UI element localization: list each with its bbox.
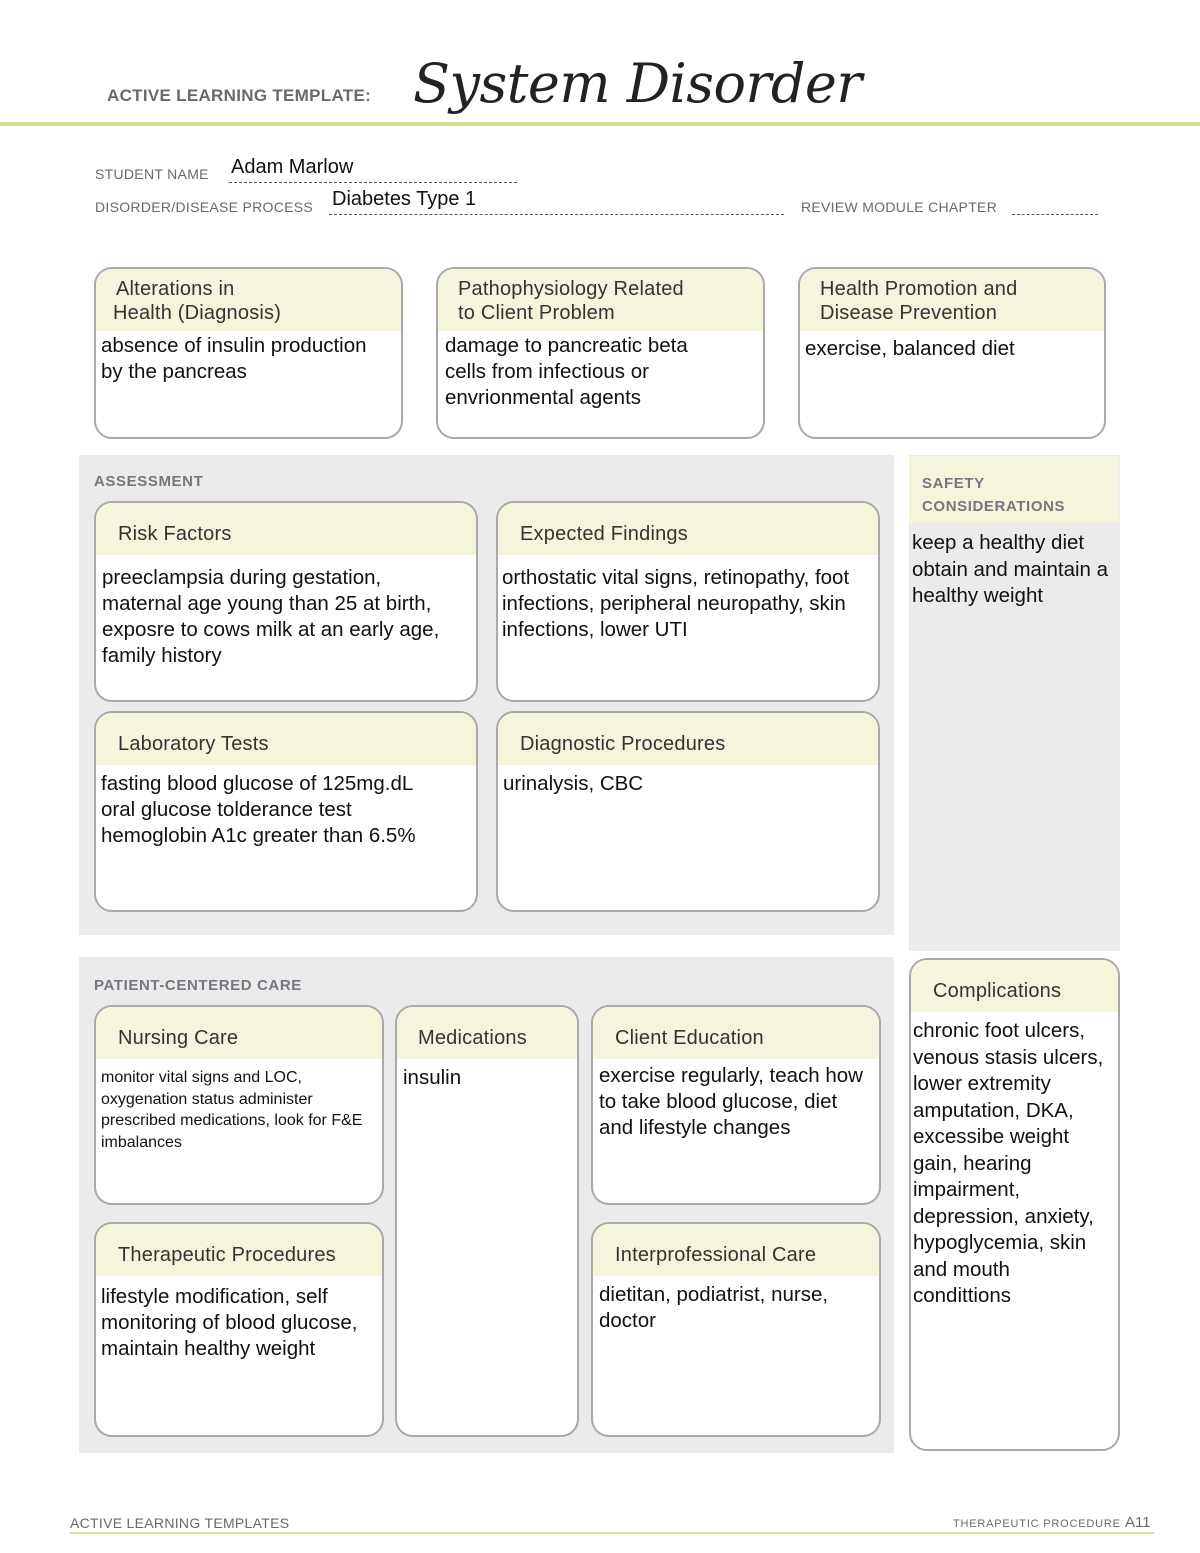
expected-findings-box <box>496 501 880 702</box>
review-module-underline <box>1012 214 1098 215</box>
pathophysiology-title-line1: Pathophysiology Related <box>458 278 684 300</box>
template-label: ACTIVE LEARNING TEMPLATE: <box>107 86 372 105</box>
student-name-underline <box>229 182 517 183</box>
footer-section-label: THERAPEUTIC PROCEDURE <box>953 1518 1121 1530</box>
client-education-text[interactable]: exercise regularly, teach how to take blood glucose, diet and lifestyle changes <box>599 1064 863 1139</box>
expected-findings-title: Expected Findings <box>498 503 878 555</box>
review-module-label: REVIEW MODULE CHAPTER <box>801 199 998 215</box>
client-education-box <box>591 1005 881 1205</box>
safety-title <box>922 472 1065 518</box>
health-promotion-title <box>800 269 1104 331</box>
laboratory-tests-box <box>94 711 478 912</box>
therapeutic-procedures-box <box>94 1222 384 1437</box>
student-name-label: STUDENT NAME <box>95 166 209 182</box>
expected-findings-text[interactable]: orthostatic vital signs, retinopathy, foot infections, peripheral neuropathy, skin infections, lower UTI <box>502 566 850 641</box>
diagnostic-procedures-text[interactable]: urinalysis, CBC <box>503 772 644 795</box>
therapeutic-procedures-text[interactable]: lifestyle modification, self monitoring of blood glucose, maintain healthy weight <box>101 1285 358 1360</box>
interprofessional-care-text[interactable]: dietitan, podiatrist, nurse, doctor <box>599 1283 829 1332</box>
pathophysiology-title-line2: to Client Problem <box>458 302 615 324</box>
complications-title: Complications <box>911 960 1118 1012</box>
risk-factors-box <box>94 501 478 702</box>
laboratory-test-line: oral glucose tolderance test <box>101 798 352 821</box>
alterations-title <box>96 269 401 331</box>
alterations-text[interactable]: absence of insulin production by the pancreas <box>101 334 367 383</box>
laboratory-tests-text[interactable] <box>96 765 476 855</box>
health-promotion-text[interactable]: exercise, balanced diet <box>805 337 1015 360</box>
student-name-field[interactable]: Adam Marlow <box>231 156 354 178</box>
health-promotion-title-line1: Health Promotion and <box>820 278 1018 300</box>
medications-title: Medications <box>397 1007 577 1059</box>
header-divider <box>0 122 1200 126</box>
disorder-underline <box>329 214 784 215</box>
laboratory-tests-title: Laboratory Tests <box>96 713 476 765</box>
client-education-title: Client Education <box>593 1007 879 1059</box>
alterations-title-line1: Alterations in <box>116 278 235 300</box>
alterations-title-line2: Health (Diagnosis) <box>113 302 282 324</box>
nursing-care-box <box>94 1005 384 1205</box>
safety-title-line1: SAFETY <box>922 475 985 492</box>
nursing-care-text[interactable]: monitor vital signs and LOC, oxygenation status administer prescribed medications, look for F&E imbalances <box>101 1069 363 1151</box>
interprofessional-care-box <box>591 1222 881 1437</box>
page-title: System Disorder <box>413 52 862 115</box>
page-number: A11 <box>1125 1514 1151 1531</box>
pathophysiology-box <box>436 267 765 439</box>
medications-text[interactable]: insulin <box>403 1066 462 1089</box>
assessment-title: ASSESSMENT <box>94 473 204 490</box>
pathophysiology-text[interactable]: damage to pancreatic beta cells from infectious or envrionmental agents <box>445 334 688 409</box>
footer-left-label: ACTIVE LEARNING TEMPLATES <box>70 1515 290 1531</box>
interprofessional-care-title: Interprofessional Care <box>593 1224 879 1276</box>
complications-text[interactable]: chronic foot ulcers, venous stasis ulcers, lower extremity amputation, DKA, excessibe weight gain, hearing impairment, depression, anxiety, hypoglycemia, skin and mouth condittions <box>913 1019 1104 1307</box>
footer-divider <box>70 1532 1154 1534</box>
therapeutic-procedures-title: Therapeutic Procedures <box>96 1224 382 1276</box>
complications-box <box>909 958 1120 1451</box>
medications-box <box>395 1005 579 1437</box>
laboratory-test-line: fasting blood glucose of 125mg.dL <box>101 772 414 795</box>
nursing-care-title: Nursing Care <box>96 1007 382 1059</box>
pathophysiology-title <box>438 269 763 331</box>
risk-factors-text[interactable]: preeclampsia during gestation, maternal age young than 25 at birth, exposre to cows milk at an early age, family history <box>102 566 440 667</box>
disorder-label: DISORDER/DISEASE PROCESS <box>95 199 314 215</box>
patient-centered-care-title: PATIENT-CENTERED CARE <box>94 977 302 994</box>
diagnostic-procedures-title: Diagnostic Procedures <box>498 713 878 765</box>
safety-title-line2: CONSIDERATIONS <box>922 498 1066 515</box>
laboratory-test-line: hemoglobin A1c greater than 6.5% <box>101 824 416 847</box>
safety-text[interactable]: keep a healthy diet obtain and maintain a healthy weight <box>912 531 1109 607</box>
health-promotion-title-line2: Disease Prevention <box>820 302 998 324</box>
diagnostic-procedures-box <box>496 711 880 912</box>
health-promotion-box <box>798 267 1106 439</box>
disorder-field[interactable]: Diabetes Type 1 <box>332 188 477 210</box>
alterations-box <box>94 267 403 439</box>
risk-factors-title: Risk Factors <box>96 503 476 555</box>
